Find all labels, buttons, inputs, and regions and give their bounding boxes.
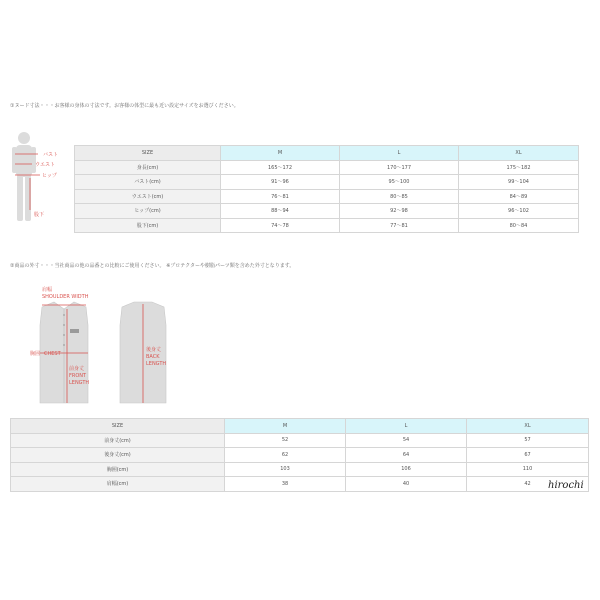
header-l: L — [340, 146, 459, 161]
label-front-en-1: FRONT — [69, 373, 87, 379]
header-xl: XL — [467, 419, 589, 434]
header-l: L — [346, 419, 467, 434]
table-row — [75, 204, 579, 219]
body-size-table — [74, 145, 579, 233]
label-shoulder-en: SHOULDER WIDTH — [42, 294, 89, 300]
cell-m: 165〜172 — [221, 160, 340, 175]
row-label: 身長(cm) — [75, 160, 221, 175]
label-waist: ウエスト — [35, 162, 56, 168]
table-header-row — [75, 146, 579, 161]
row-label: ウエスト(cm) — [75, 189, 221, 204]
label-back-en-1: BACK — [146, 354, 160, 360]
label-front-jp: 前身丈 — [69, 366, 85, 372]
cell-m: 62 — [225, 448, 346, 463]
cell-m: 76〜81 — [221, 189, 340, 204]
cell-m: 52 — [225, 433, 346, 448]
cell-l: 92〜98 — [340, 204, 459, 219]
cell-m: 38 — [225, 477, 346, 492]
cell-m: 74〜78 — [221, 218, 340, 233]
label-back-en-2: LENGTH — [146, 361, 167, 367]
garment-figure — [30, 285, 180, 410]
table-row — [11, 462, 589, 477]
cell-xl: 99〜104 — [459, 175, 579, 190]
body-measurement-note: ①ヌード寸法・・・お客様の身体の寸法です。お客様の体型に最も近い設定サイズをお選びください。 — [10, 103, 239, 109]
product-size-table — [10, 418, 589, 492]
label-shoulder-jp: 肩幅 — [42, 287, 53, 293]
table-row — [11, 448, 589, 463]
cell-xl: 42 — [467, 477, 589, 492]
header-m: M — [221, 146, 340, 161]
header-xl: XL — [459, 146, 579, 161]
row-label: 後身丈(cm) — [11, 448, 225, 463]
cell-l: 54 — [346, 433, 467, 448]
cell-l: 80〜85 — [340, 189, 459, 204]
label-bust: バスト — [43, 152, 59, 158]
cell-xl: 67 — [467, 448, 589, 463]
cell-xl: 57 — [467, 433, 589, 448]
row-label: ヒップ(cm) — [75, 204, 221, 219]
cell-xl: 80〜84 — [459, 218, 579, 233]
header-size: SIZE — [75, 146, 221, 161]
body-silhouette — [12, 132, 36, 221]
cell-l: 64 — [346, 448, 467, 463]
label-back-jp: 後身丈 — [146, 347, 162, 353]
label-front-en-2: LENGTH — [69, 380, 90, 386]
row-label: 胸囲(cm) — [11, 462, 225, 477]
header-m: M — [225, 419, 346, 434]
row-label: 股下(cm) — [75, 218, 221, 233]
label-inseam: 股下 — [34, 212, 45, 218]
row-label: 前身丈(cm) — [11, 433, 225, 448]
watermark-text: hirochi — [548, 480, 584, 491]
cell-l: 106 — [346, 462, 467, 477]
cell-m: 91〜96 — [221, 175, 340, 190]
table-row — [75, 218, 579, 233]
body-silhouette-figure — [10, 130, 70, 242]
cell-m: 103 — [225, 462, 346, 477]
label-chest-jp: 胸囲 — [30, 351, 41, 357]
cell-l: 40 — [346, 477, 467, 492]
row-label: バスト(cm) — [75, 175, 221, 190]
table-row — [75, 189, 579, 204]
cell-m: 88〜94 — [221, 204, 340, 219]
product-measurement-note: ②商品の外寸・・・当社商品の他の品番との比較にご使用ください。 ※プロテクターや樹脂パーツ類を含めた外寸となります。 — [10, 263, 295, 269]
cell-l: 95〜100 — [340, 175, 459, 190]
cell-xl: 96〜102 — [459, 204, 579, 219]
table-row — [75, 175, 579, 190]
cell-xl: 84〜89 — [459, 189, 579, 204]
cell-xl: 110 — [467, 462, 589, 477]
label-chest-en: CHEST — [44, 351, 61, 357]
cell-l: 77〜81 — [340, 218, 459, 233]
header-size: SIZE — [11, 419, 225, 434]
cell-l: 170〜177 — [340, 160, 459, 175]
label-hip: ヒップ — [42, 173, 57, 179]
table-row — [75, 160, 579, 175]
table-row — [11, 433, 589, 448]
row-label: 肩幅(cm) — [11, 477, 225, 492]
cell-xl: 175〜182 — [459, 160, 579, 175]
table-row — [11, 477, 589, 492]
table-header-row — [11, 419, 589, 434]
